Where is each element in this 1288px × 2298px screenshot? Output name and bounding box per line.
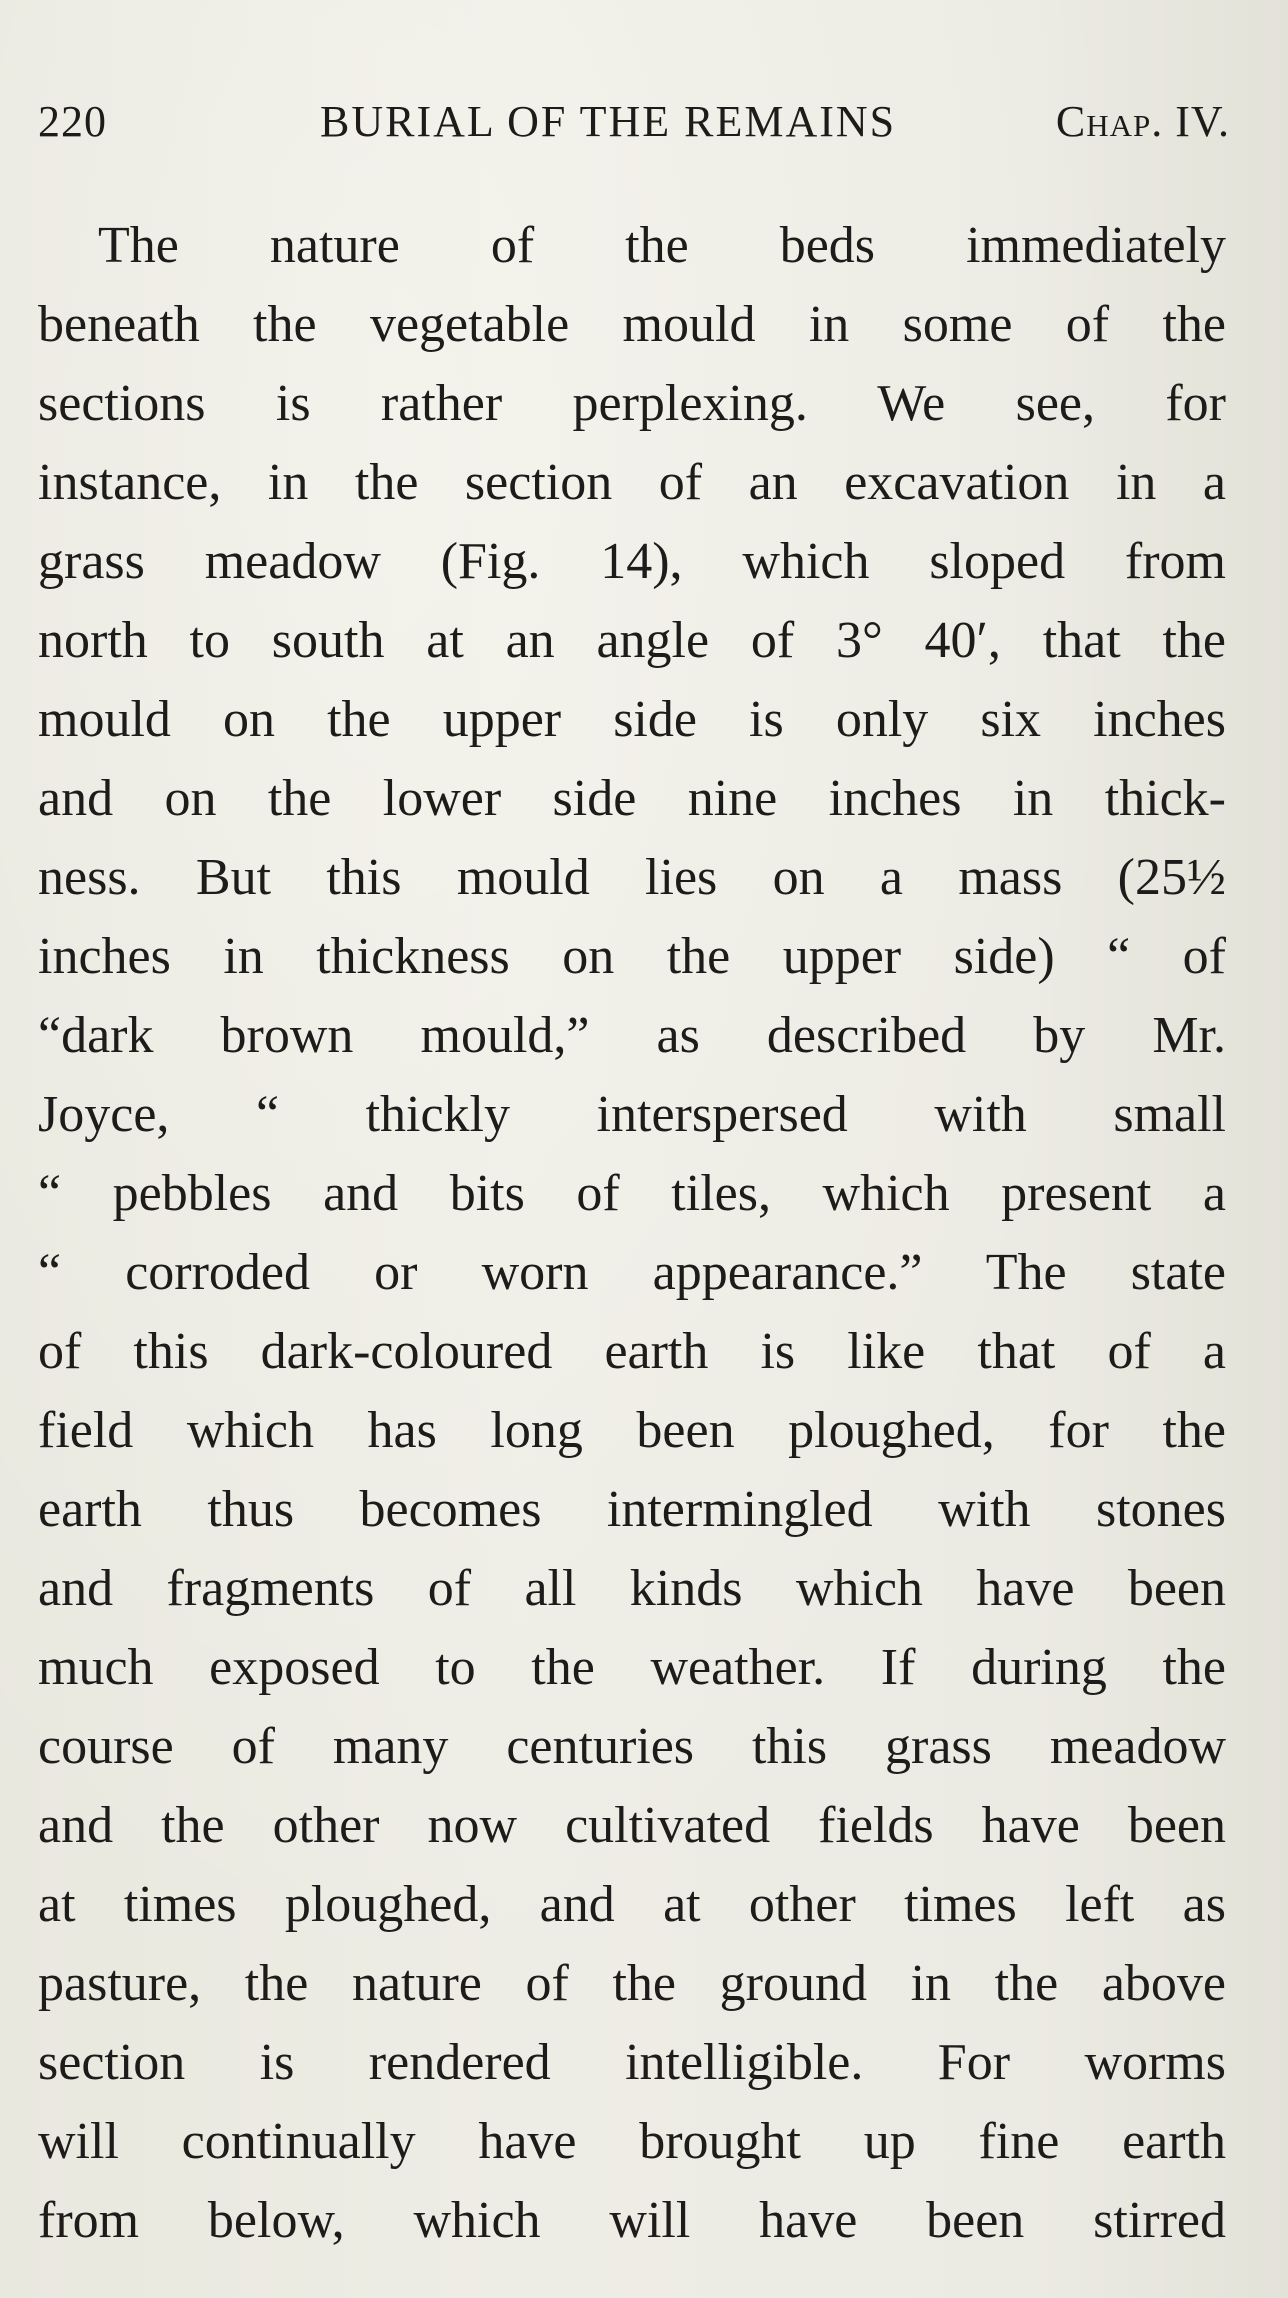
text-line: ness. But this mould lies on a mass (25½	[38, 849, 1226, 906]
chapter-label: Chap. IV.	[1055, 97, 1230, 146]
text-line: instance, in the section of an excavation in a	[38, 454, 1226, 511]
text-line: pasture, the nature of the ground in the above	[38, 1955, 1226, 2012]
text-line: Joyce, “ thickly interspersed with small	[38, 1086, 1226, 1143]
text-line: grass meadow (Fig. 14), which sloped from	[38, 533, 1226, 590]
text-line: much exposed to the weather. If during the	[38, 1639, 1226, 1696]
text-line: earth thus becomes intermingled with stones	[38, 1481, 1226, 1538]
text-line: “ pebbles and bits of tiles, which present a	[38, 1165, 1226, 1222]
text-line: “ corroded or worn appearance.” The state	[38, 1244, 1226, 1301]
text-line: of this dark-coloured earth is like that of a	[38, 1323, 1226, 1380]
running-header	[38, 92, 1230, 152]
text-line: and on the lower side nine inches in thick-	[38, 770, 1226, 827]
text-line: course of many centuries this grass meadow	[38, 1718, 1226, 1775]
text-line: and the other now cultivated fields have been	[38, 1797, 1226, 1854]
text-line: section is rendered intelligible. For worms	[38, 2034, 1226, 2091]
text-line: inches in thickness on the upper side) “ of	[38, 928, 1226, 985]
text-line: beneath the vegetable mould in some of the	[38, 296, 1226, 353]
body-paragraph	[38, 206, 1226, 2260]
text-line: “dark brown mould,” as described by Mr.	[38, 1007, 1226, 1064]
text-line: and fragments of all kinds which have been	[38, 1560, 1226, 1617]
text-line: from below, which will have been stirred	[38, 2192, 1226, 2249]
page-number: 220	[38, 97, 107, 146]
text-line: field which has long been ploughed, for the	[38, 1402, 1226, 1459]
text-line: will continually have brought up fine earth	[38, 2113, 1226, 2170]
text-line: north to south at an angle of 3° 40′, that the	[38, 612, 1226, 669]
text-line: The nature of the beds immediately	[98, 217, 1226, 274]
running-title: BURIAL OF THE REMAINS	[320, 97, 897, 146]
text-line: sections is rather perplexing. We see, for	[38, 375, 1226, 432]
text-line: at times ploughed, and at other times left as	[38, 1876, 1226, 1933]
text-line: mould on the upper side is only six inches	[38, 691, 1226, 748]
